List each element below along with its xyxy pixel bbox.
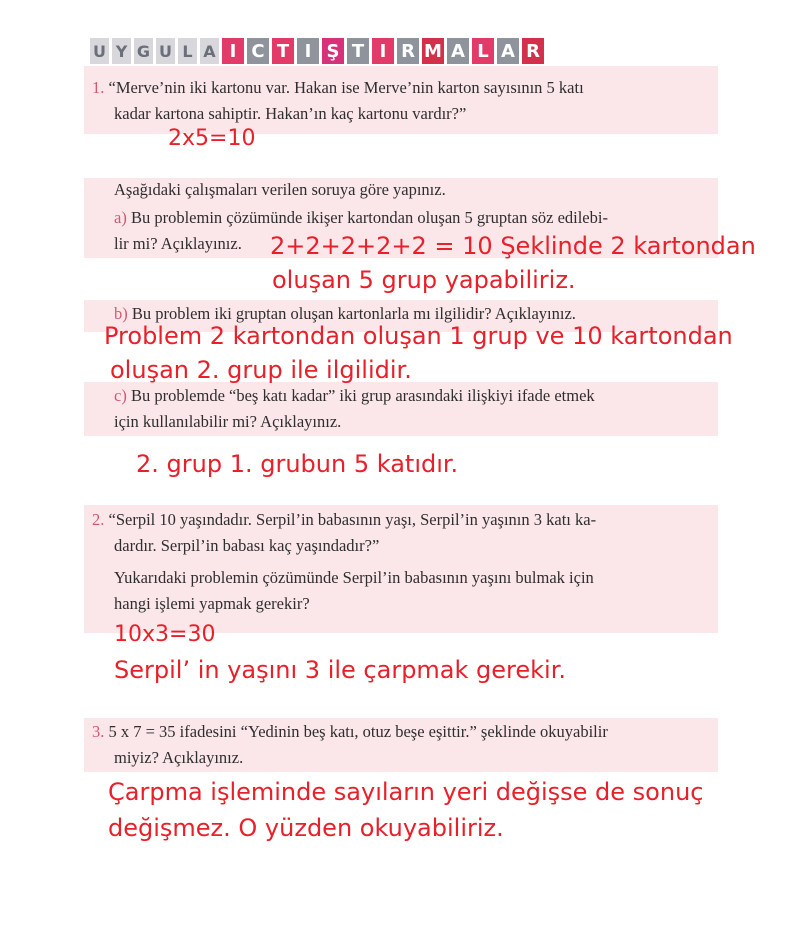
title-faded-tile: A	[200, 38, 219, 64]
title-letter-tile: Ş	[322, 38, 344, 64]
q1-a-answer-line2: oluşan 5 grup yapabiliriz.	[272, 266, 576, 294]
title-letter-tile: A	[447, 38, 469, 64]
q2-line3: Yukarıdaki problemin çözümünde Serpil’in babasının yaşını bulmak için	[114, 568, 594, 587]
q2-line4: hangi işlemi yapmak gerekir?	[114, 594, 310, 613]
q3-line2: miyiz? Açıklayınız.	[114, 748, 244, 767]
q1-b-answer-line2: oluşan 2. grup ile ilgilidir.	[110, 356, 412, 384]
q2-text-line1	[92, 508, 596, 532]
title-letter-tile: I	[297, 38, 319, 64]
q1-line2: kadar kartona sahiptir. Hakan’ın kaç kartonu vardır?”	[114, 104, 467, 123]
title-faded-tile: L	[178, 38, 197, 64]
title-letter-tile: R	[522, 38, 544, 64]
q1-b-answer-line1: Problem 2 kartondan oluşan 1 grup ve 10 kartondan	[104, 322, 733, 350]
q1-b-label: b)	[114, 304, 128, 323]
title-letter-tile: M	[422, 38, 444, 64]
q3-number: 3.	[92, 722, 105, 741]
q1-c-line2: için kullanılabilir mi? Açıklayınız.	[114, 412, 342, 431]
title-letter-tile: T	[347, 38, 369, 64]
q3-answer-line2: değişmez. O yüzden okuyabiliriz.	[108, 814, 504, 842]
title-letter-tile: T	[272, 38, 294, 64]
q2-answer-line1: 10x3=30	[114, 622, 216, 647]
q1-b-text: Bu problem iki gruptan oluşan kartonlarla mı ilgilidir? Açıklayınız.	[131, 304, 576, 323]
title-letter-tile: I	[372, 38, 394, 64]
q2-line2: dardır. Serpil’in babası kaç yaşındadır?”	[114, 536, 380, 555]
title-letter-tile: R	[397, 38, 419, 64]
q3-answer-line1: Çarpma işleminde sayıların yeri değişse de sonuç	[108, 778, 704, 806]
q1-line1: “Merve’nin iki kartonu var. Hakan ise Merve’nin karton sayısının 5 katı	[108, 78, 584, 97]
q1-c-text1: Bu problemde “beş katı kadar” iki grup arasındaki ilişkiyi ifade etmek	[130, 386, 595, 405]
title-faded-tile: G	[134, 38, 153, 64]
title-letter-tile: A	[497, 38, 519, 64]
q2-number: 2.	[92, 510, 105, 529]
q2-line1: “Serpil 10 yaşındadır. Serpil’in babasının yaşı, Serpil’in yaşının 3 katı ka-	[108, 510, 597, 529]
q1-text-line1	[92, 76, 584, 100]
q1-number: 1.	[92, 78, 105, 97]
q1-a-label: a)	[114, 208, 127, 227]
q1-handwritten-answer: 2x5=10	[168, 126, 256, 151]
section-title	[90, 38, 544, 64]
title-letter-tile: C	[247, 38, 269, 64]
q1-a-answer-line1: 2+2+2+2+2 = 10 Şeklinde 2 kartondan	[270, 232, 756, 260]
title-faded-tile: U	[90, 38, 109, 64]
q1-c-line1	[114, 384, 595, 408]
q1-a-line1	[114, 206, 608, 230]
title-letter-tile: L	[472, 38, 494, 64]
q1-c-answer: 2. grup 1. grubun 5 katıdır.	[136, 450, 459, 478]
q3-line1: 5 x 7 = 35 ifadesini “Yedinin beş katı, otuz beşe eşittir.” şeklinde okuyabilir	[108, 722, 608, 741]
q1-c-label: c)	[114, 386, 127, 405]
q2-answer-line2: Serpil’ in yaşını 3 ile çarpmak gerekir.	[114, 656, 567, 684]
q3-text-line1	[92, 720, 608, 744]
title-faded-tile: U	[156, 38, 175, 64]
q1-a-text1: Bu problemin çözümünde ikişer kartondan oluşan 5 gruptan söz edilebi-	[130, 208, 608, 227]
q1-intro: Aşağıdaki çalışmaları verilen soruya göre yapınız.	[114, 180, 446, 199]
q1-a-line2: lir mi? Açıklayınız.	[114, 234, 242, 253]
title-faded-tile: Y	[112, 38, 131, 64]
title-letter-tile: I	[222, 38, 244, 64]
